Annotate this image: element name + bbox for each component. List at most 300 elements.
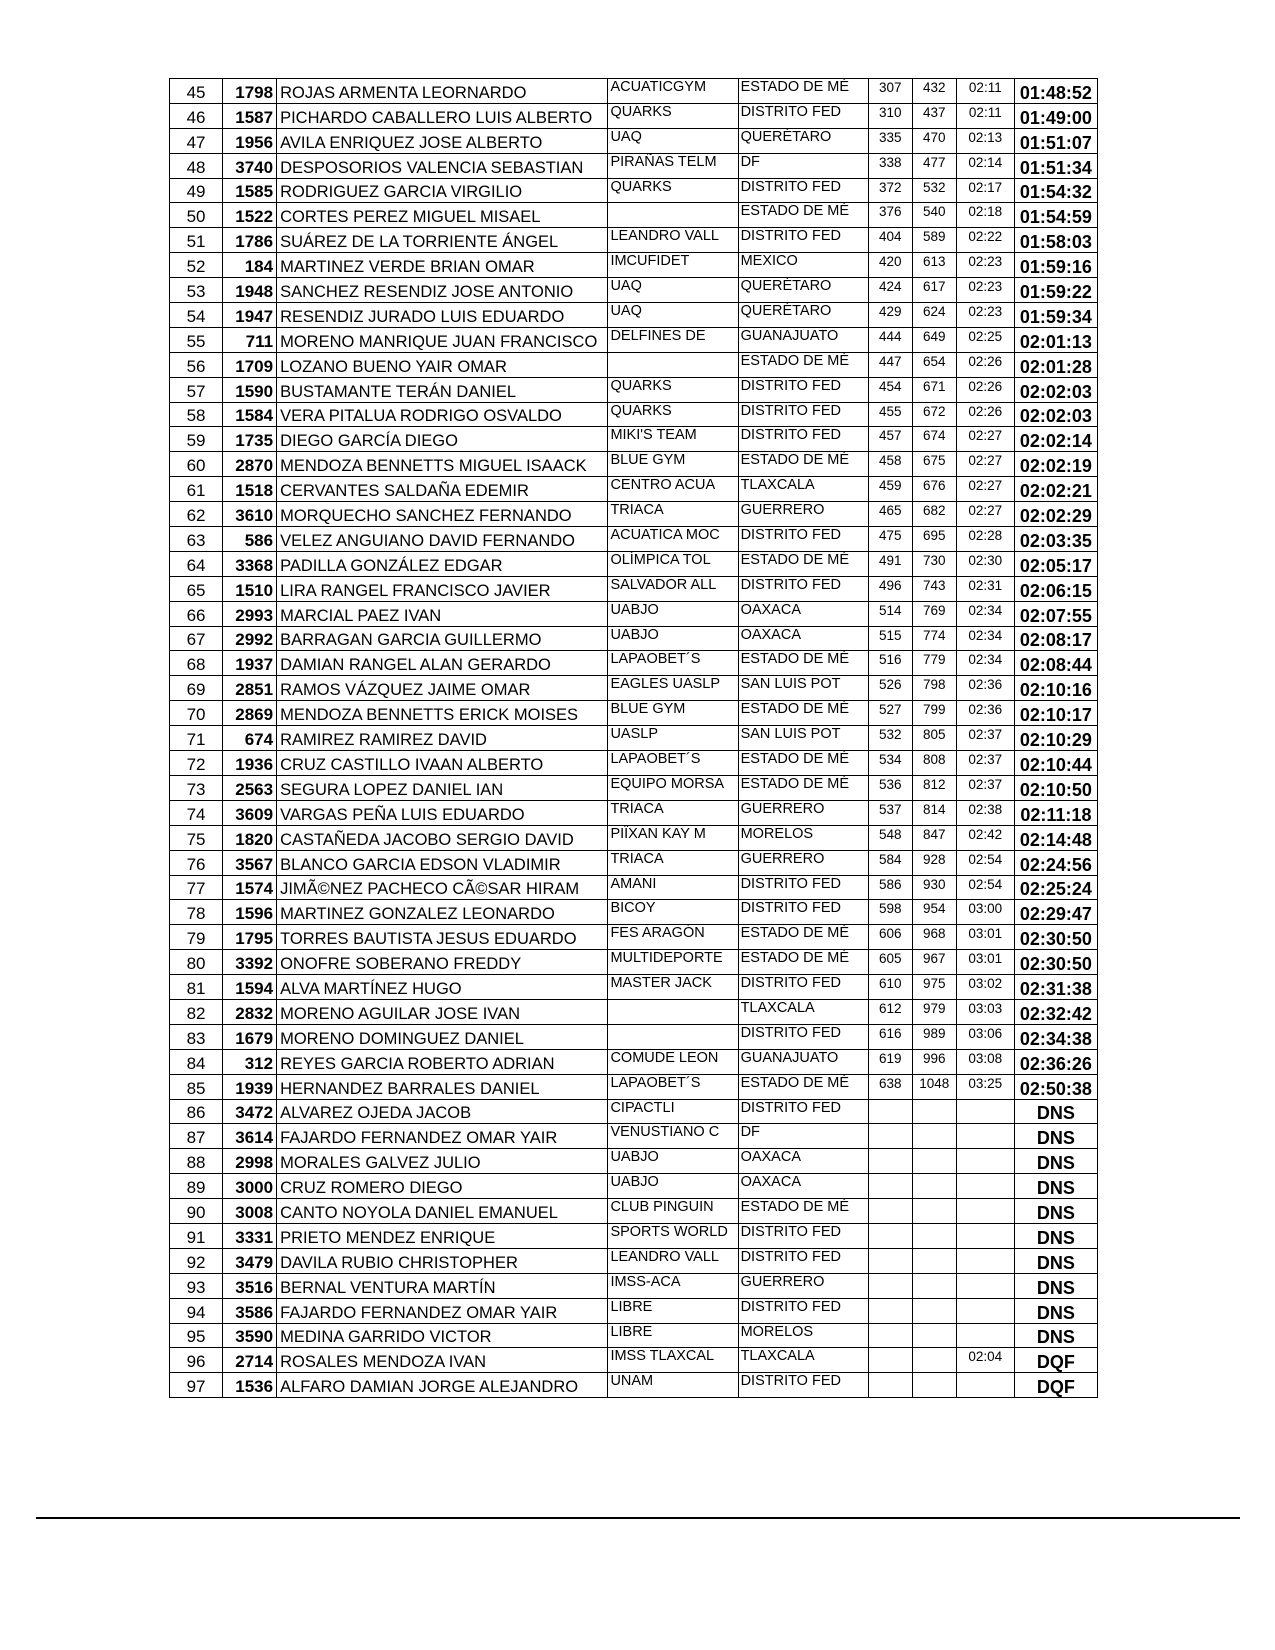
position-cell: 95	[170, 1323, 223, 1348]
pace-cell	[956, 1323, 1014, 1348]
club-cell: DELFINES DE	[608, 327, 738, 352]
position-cell: 48	[170, 153, 223, 178]
bib-number-cell: 1709	[223, 352, 277, 377]
club-cell: QUARKS	[608, 377, 738, 402]
category-place-cell	[868, 1348, 912, 1373]
pace-cell: 02:25	[956, 327, 1014, 352]
pace-cell: 02:28	[956, 527, 1014, 552]
finish-time-cell: 02:50:38	[1014, 1074, 1097, 1099]
position-cell: 60	[170, 452, 223, 477]
pace-cell: 02:37	[956, 751, 1014, 776]
athlete-name-cell: VARGAS PEÑA LUIS EDUARDO	[277, 800, 608, 825]
finish-time-cell: DQF	[1014, 1373, 1097, 1398]
pace-cell	[956, 1273, 1014, 1298]
overall-place-cell	[912, 1298, 956, 1323]
category-place-cell: 496	[868, 576, 912, 601]
overall-place-cell: 682	[912, 502, 956, 527]
position-cell: 82	[170, 999, 223, 1024]
table-row	[170, 1049, 1098, 1074]
pace-cell	[956, 1298, 1014, 1323]
finish-time-cell: 01:59:16	[1014, 253, 1097, 278]
position-cell: 45	[170, 79, 223, 104]
pace-cell: 02:36	[956, 676, 1014, 701]
athlete-name-cell: SANCHEZ RESENDIZ JOSE ANTONIO	[277, 278, 608, 303]
state-cell: DISTRITO FED	[738, 178, 868, 203]
category-place-cell: 532	[868, 726, 912, 751]
position-cell: 50	[170, 203, 223, 228]
table-row	[170, 153, 1098, 178]
finish-time-cell: 01:58:03	[1014, 228, 1097, 253]
category-place-cell: 616	[868, 1024, 912, 1049]
category-place-cell: 584	[868, 850, 912, 875]
athlete-name-cell: DAVILA RUBIO CHRISTOPHER	[277, 1248, 608, 1273]
state-cell: OAXACA	[738, 1149, 868, 1174]
finish-time-cell: DNS	[1014, 1149, 1097, 1174]
finish-time-cell: 02:01:28	[1014, 352, 1097, 377]
pace-cell: 02:30	[956, 551, 1014, 576]
position-cell: 70	[170, 701, 223, 726]
state-cell: DISTRITO FED	[738, 1223, 868, 1248]
bib-number-cell: 312	[223, 1049, 277, 1074]
table-row	[170, 651, 1098, 676]
overall-place-cell	[912, 1248, 956, 1273]
overall-place-cell	[912, 1348, 956, 1373]
athlete-name-cell: HERNANDEZ BARRALES DANIEL	[277, 1074, 608, 1099]
bib-number-cell: 1820	[223, 825, 277, 850]
overall-place-cell: 814	[912, 800, 956, 825]
overall-place-cell: 1048	[912, 1074, 956, 1099]
table-row	[170, 303, 1098, 328]
state-cell: DISTRITO FED	[738, 1248, 868, 1273]
athlete-name-cell: FAJARDO FERNANDEZ OMAR YAIR	[277, 1298, 608, 1323]
finish-time-cell: 02:10:17	[1014, 701, 1097, 726]
pace-cell: 02:11	[956, 103, 1014, 128]
table-row	[170, 726, 1098, 751]
club-cell: CIPACTLI	[608, 1099, 738, 1124]
club-cell: UABJO	[608, 601, 738, 626]
bib-number-cell: 711	[223, 327, 277, 352]
athlete-name-cell: MORALES GALVEZ JULIO	[277, 1149, 608, 1174]
finish-time-cell: DNS	[1014, 1223, 1097, 1248]
bib-number-cell: 3472	[223, 1099, 277, 1124]
bib-number-cell: 2870	[223, 452, 277, 477]
state-cell: ESTADO DE MÉ	[738, 651, 868, 676]
athlete-name-cell: DAMIAN RANGEL ALAN GERARDO	[277, 651, 608, 676]
bib-number-cell: 674	[223, 726, 277, 751]
pace-cell: 02:54	[956, 850, 1014, 875]
category-place-cell	[868, 1248, 912, 1273]
bib-number-cell: 1587	[223, 103, 277, 128]
position-cell: 62	[170, 502, 223, 527]
club-cell: PIÏXAN KAY M	[608, 825, 738, 850]
overall-place-cell: 617	[912, 278, 956, 303]
pace-cell: 03:25	[956, 1074, 1014, 1099]
state-cell: GUERRERO	[738, 502, 868, 527]
category-place-cell: 458	[868, 452, 912, 477]
position-cell: 94	[170, 1298, 223, 1323]
table-row	[170, 975, 1098, 1000]
position-cell: 81	[170, 975, 223, 1000]
category-place-cell: 459	[868, 477, 912, 502]
club-cell: TRIACA	[608, 800, 738, 825]
athlete-name-cell: CASTAÑEDA JACOBO SERGIO DAVID	[277, 825, 608, 850]
pace-cell: 03:01	[956, 950, 1014, 975]
table-row	[170, 327, 1098, 352]
category-place-cell: 548	[868, 825, 912, 850]
athlete-name-cell: MENDOZA BENNETTS ERICK MOISES	[277, 701, 608, 726]
overall-place-cell: 654	[912, 352, 956, 377]
pace-cell: 03:08	[956, 1049, 1014, 1074]
club-cell: FES ARAGÓN	[608, 925, 738, 950]
club-cell: LAPAOBET´S	[608, 1074, 738, 1099]
overall-place-cell: 769	[912, 601, 956, 626]
bib-number-cell: 1735	[223, 427, 277, 452]
pace-cell: 03:02	[956, 975, 1014, 1000]
table-row	[170, 527, 1098, 552]
club-cell: BLUE GYM	[608, 701, 738, 726]
athlete-name-cell: BUSTAMANTE TERÁN DANIEL	[277, 377, 608, 402]
category-place-cell: 455	[868, 402, 912, 427]
category-place-cell: 465	[868, 502, 912, 527]
pace-cell: 02:26	[956, 352, 1014, 377]
category-place-cell: 310	[868, 103, 912, 128]
state-cell: TLAXCALA	[738, 999, 868, 1024]
overall-place-cell	[912, 1223, 956, 1248]
position-cell: 89	[170, 1174, 223, 1199]
position-cell: 92	[170, 1248, 223, 1273]
state-cell: DISTRITO FED	[738, 1099, 868, 1124]
table-row	[170, 1199, 1098, 1224]
bib-number-cell: 1956	[223, 128, 277, 153]
results-table-body	[170, 79, 1098, 1398]
pace-cell: 02:23	[956, 278, 1014, 303]
bib-number-cell: 1596	[223, 900, 277, 925]
table-row	[170, 825, 1098, 850]
club-cell: LEANDRO VALL	[608, 228, 738, 253]
state-cell: DF	[738, 1124, 868, 1149]
category-place-cell	[868, 1149, 912, 1174]
club-cell	[608, 999, 738, 1024]
state-cell: TLAXCALA	[738, 1348, 868, 1373]
state-cell: ESTADO DE MÉ	[738, 203, 868, 228]
club-cell: QUARKS	[608, 402, 738, 427]
club-cell: UAQ	[608, 128, 738, 153]
club-cell: MULTIDEPORTE	[608, 950, 738, 975]
category-place-cell: 586	[868, 875, 912, 900]
athlete-name-cell: MORENO DOMINGUEZ DANIEL	[277, 1024, 608, 1049]
table-row	[170, 1298, 1098, 1323]
athlete-name-cell: MORQUECHO SANCHEZ FERNANDO	[277, 502, 608, 527]
pace-cell: 02:26	[956, 402, 1014, 427]
pace-cell: 02:27	[956, 427, 1014, 452]
position-cell: 73	[170, 775, 223, 800]
state-cell: ESTADO DE MÉ	[738, 775, 868, 800]
position-cell: 63	[170, 527, 223, 552]
athlete-name-cell: CRUZ CASTILLO IVAAN ALBERTO	[277, 751, 608, 776]
athlete-name-cell: ALVA MARTÍNEZ HUGO	[277, 975, 608, 1000]
category-place-cell: 420	[868, 253, 912, 278]
position-cell: 90	[170, 1199, 223, 1224]
position-cell: 69	[170, 676, 223, 701]
athlete-name-cell: LIRA RANGEL FRANCISCO JAVIER	[277, 576, 608, 601]
club-cell: BLUE GYM	[608, 452, 738, 477]
bib-number-cell: 1948	[223, 278, 277, 303]
bib-number-cell: 2992	[223, 626, 277, 651]
overall-place-cell: 928	[912, 850, 956, 875]
category-place-cell: 376	[868, 203, 912, 228]
athlete-name-cell: ROSALES MENDOZA IVAN	[277, 1348, 608, 1373]
bib-number-cell: 1594	[223, 975, 277, 1000]
finish-time-cell: 02:02:14	[1014, 427, 1097, 452]
club-cell: QUARKS	[608, 103, 738, 128]
state-cell: ESTADO DE MÉ	[738, 701, 868, 726]
overall-place-cell: 743	[912, 576, 956, 601]
club-cell: CLUB PINGUIN	[608, 1199, 738, 1224]
state-cell: DISTRITO FED	[738, 1373, 868, 1398]
athlete-name-cell: JIMÃ©NEZ PACHECO CÃ©SAR HIRAM	[277, 875, 608, 900]
club-cell: MASTER JACK	[608, 975, 738, 1000]
pace-cell: 02:22	[956, 228, 1014, 253]
pace-cell	[956, 1149, 1014, 1174]
club-cell: LIBRE	[608, 1298, 738, 1323]
overall-place-cell: 979	[912, 999, 956, 1024]
category-place-cell: 537	[868, 800, 912, 825]
table-row	[170, 999, 1098, 1024]
pace-cell: 02:42	[956, 825, 1014, 850]
finish-time-cell: 01:49:00	[1014, 103, 1097, 128]
bib-number-cell: 3590	[223, 1323, 277, 1348]
table-row	[170, 701, 1098, 726]
table-row	[170, 253, 1098, 278]
club-cell: LAPAOBET´S	[608, 751, 738, 776]
finish-time-cell: 02:30:50	[1014, 950, 1097, 975]
position-cell: 86	[170, 1099, 223, 1124]
club-cell: EAGLES UASLP	[608, 676, 738, 701]
finish-time-cell: 02:34:38	[1014, 1024, 1097, 1049]
finish-time-cell: 01:59:22	[1014, 278, 1097, 303]
position-cell: 96	[170, 1348, 223, 1373]
state-cell: ESTADO DE MÉ	[738, 352, 868, 377]
pace-cell	[956, 1199, 1014, 1224]
table-row	[170, 1149, 1098, 1174]
club-cell: COMUDE LEON	[608, 1049, 738, 1074]
category-place-cell: 424	[868, 278, 912, 303]
athlete-name-cell: PADILLA GONZÁLEZ EDGAR	[277, 551, 608, 576]
club-cell: UAQ	[608, 303, 738, 328]
state-cell: ESTADO DE MÉ	[738, 950, 868, 975]
state-cell: OAXACA	[738, 626, 868, 651]
finish-time-cell: 02:31:38	[1014, 975, 1097, 1000]
finish-time-cell: 02:02:21	[1014, 477, 1097, 502]
pace-cell: 02:34	[956, 601, 1014, 626]
finish-time-cell: 02:08:17	[1014, 626, 1097, 651]
state-cell: MORELOS	[738, 1323, 868, 1348]
athlete-name-cell: VERA PITALUA RODRIGO OSVALDO	[277, 402, 608, 427]
club-cell: UABJO	[608, 1149, 738, 1174]
bib-number-cell: 3586	[223, 1298, 277, 1323]
state-cell: QUERÉTARO	[738, 303, 868, 328]
table-row	[170, 377, 1098, 402]
category-place-cell: 515	[868, 626, 912, 651]
pace-cell: 02:36	[956, 701, 1014, 726]
club-cell: TRIACA	[608, 850, 738, 875]
table-row	[170, 1124, 1098, 1149]
athlete-name-cell: LOZANO BUENO YAIR OMAR	[277, 352, 608, 377]
category-place-cell: 606	[868, 925, 912, 950]
overall-place-cell: 808	[912, 751, 956, 776]
category-place-cell	[868, 1174, 912, 1199]
pace-cell: 03:06	[956, 1024, 1014, 1049]
table-row	[170, 626, 1098, 651]
position-cell: 83	[170, 1024, 223, 1049]
athlete-name-cell: BERNAL VENTURA MARTÍN	[277, 1273, 608, 1298]
overall-place-cell: 989	[912, 1024, 956, 1049]
overall-place-cell: 675	[912, 452, 956, 477]
table-row	[170, 1174, 1098, 1199]
bib-number-cell: 1679	[223, 1024, 277, 1049]
club-cell: UABJO	[608, 626, 738, 651]
category-place-cell: 612	[868, 999, 912, 1024]
athlete-name-cell: MORENO AGUILAR JOSE IVAN	[277, 999, 608, 1024]
bib-number-cell: 3609	[223, 800, 277, 825]
overall-place-cell: 954	[912, 900, 956, 925]
athlete-name-cell: MARTINEZ GONZALEZ LEONARDO	[277, 900, 608, 925]
state-cell: SAN LUIS POT	[738, 726, 868, 751]
finish-time-cell: 02:10:29	[1014, 726, 1097, 751]
pace-cell	[956, 1373, 1014, 1398]
position-cell: 51	[170, 228, 223, 253]
overall-place-cell	[912, 1199, 956, 1224]
bib-number-cell: 1798	[223, 79, 277, 104]
finish-time-cell: DNS	[1014, 1273, 1097, 1298]
bib-number-cell: 2563	[223, 775, 277, 800]
position-cell: 52	[170, 253, 223, 278]
category-place-cell: 444	[868, 327, 912, 352]
athlete-name-cell: DIEGO GARCÍA DIEGO	[277, 427, 608, 452]
pace-cell	[956, 1099, 1014, 1124]
state-cell: MEXICO	[738, 253, 868, 278]
state-cell: OAXACA	[738, 601, 868, 626]
overall-place-cell: 613	[912, 253, 956, 278]
athlete-name-cell: RAMOS VÁZQUEZ JAIME OMAR	[277, 676, 608, 701]
state-cell: TLAXCALA	[738, 477, 868, 502]
table-row	[170, 775, 1098, 800]
athlete-name-cell: MENDOZA BENNETTS MIGUEL ISAACK	[277, 452, 608, 477]
overall-place-cell: 672	[912, 402, 956, 427]
table-row	[170, 427, 1098, 452]
category-place-cell: 307	[868, 79, 912, 104]
club-cell	[608, 1024, 738, 1049]
category-place-cell: 491	[868, 551, 912, 576]
category-place-cell: 404	[868, 228, 912, 253]
overall-place-cell: 540	[912, 203, 956, 228]
bib-number-cell: 184	[223, 253, 277, 278]
state-cell: ESTADO DE MÉ	[738, 1074, 868, 1099]
club-cell: LIBRE	[608, 1323, 738, 1348]
state-cell: ESTADO DE MÉ	[738, 452, 868, 477]
overall-place-cell	[912, 1174, 956, 1199]
position-cell: 91	[170, 1223, 223, 1248]
table-row	[170, 1024, 1098, 1049]
athlete-name-cell: MORENO MANRIQUE JUAN FRANCISCO	[277, 327, 608, 352]
table-row	[170, 278, 1098, 303]
table-row	[170, 103, 1098, 128]
bib-number-cell: 1936	[223, 751, 277, 776]
overall-place-cell: 847	[912, 825, 956, 850]
state-cell: ESTADO DE MÉ	[738, 925, 868, 950]
table-row	[170, 1074, 1098, 1099]
finish-time-cell: 02:29:47	[1014, 900, 1097, 925]
position-cell: 53	[170, 278, 223, 303]
overall-place-cell: 774	[912, 626, 956, 651]
finish-time-cell: DNS	[1014, 1124, 1097, 1149]
position-cell: 68	[170, 651, 223, 676]
position-cell: 84	[170, 1049, 223, 1074]
finish-time-cell: DNS	[1014, 1323, 1097, 1348]
athlete-name-cell: CERVANTES SALDAÑA EDEMIR	[277, 477, 608, 502]
table-row	[170, 352, 1098, 377]
overall-place-cell: 532	[912, 178, 956, 203]
overall-place-cell: 805	[912, 726, 956, 751]
state-cell: DISTRITO FED	[738, 402, 868, 427]
finish-time-cell: 02:14:48	[1014, 825, 1097, 850]
category-place-cell	[868, 1124, 912, 1149]
position-cell: 55	[170, 327, 223, 352]
club-cell: SPORTS WORLD	[608, 1223, 738, 1248]
table-row	[170, 900, 1098, 925]
bib-number-cell: 1590	[223, 377, 277, 402]
position-cell: 78	[170, 900, 223, 925]
category-place-cell: 447	[868, 352, 912, 377]
bib-number-cell: 1518	[223, 477, 277, 502]
position-cell: 46	[170, 103, 223, 128]
category-place-cell: 454	[868, 377, 912, 402]
finish-time-cell: 02:32:42	[1014, 999, 1097, 1024]
finish-time-cell: 02:07:55	[1014, 601, 1097, 626]
pace-cell: 03:01	[956, 925, 1014, 950]
state-cell: SAN LUIS POT	[738, 676, 868, 701]
overall-place-cell: 730	[912, 551, 956, 576]
athlete-name-cell: AVILA ENRIQUEZ JOSE ALBERTO	[277, 128, 608, 153]
finish-time-cell: 01:51:34	[1014, 153, 1097, 178]
category-place-cell: 338	[868, 153, 912, 178]
pace-cell: 02:37	[956, 775, 1014, 800]
finish-time-cell: 02:02:19	[1014, 452, 1097, 477]
overall-place-cell: 649	[912, 327, 956, 352]
finish-time-cell: DNS	[1014, 1298, 1097, 1323]
overall-place-cell: 968	[912, 925, 956, 950]
state-cell: ESTADO DE MÉ	[738, 551, 868, 576]
finish-time-cell: 02:24:56	[1014, 850, 1097, 875]
overall-place-cell	[912, 1149, 956, 1174]
bib-number-cell: 3610	[223, 502, 277, 527]
category-place-cell: 619	[868, 1049, 912, 1074]
table-row	[170, 850, 1098, 875]
athlete-name-cell: DESPOSORIOS VALENCIA SEBASTIAN	[277, 153, 608, 178]
overall-place-cell: 799	[912, 701, 956, 726]
state-cell: DISTRITO FED	[738, 103, 868, 128]
athlete-name-cell: PICHARDO CABALLERO LUIS ALBERTO	[277, 103, 608, 128]
position-cell: 75	[170, 825, 223, 850]
athlete-name-cell: RODRIGUEZ GARCIA VIRGILIO	[277, 178, 608, 203]
table-row	[170, 1248, 1098, 1273]
overall-place-cell: 996	[912, 1049, 956, 1074]
bib-number-cell: 1585	[223, 178, 277, 203]
state-cell: MORELOS	[738, 825, 868, 850]
category-place-cell	[868, 1199, 912, 1224]
table-row	[170, 1373, 1098, 1398]
overall-place-cell: 437	[912, 103, 956, 128]
